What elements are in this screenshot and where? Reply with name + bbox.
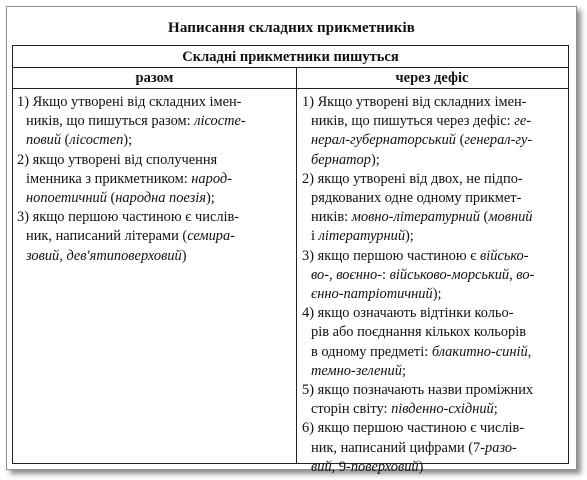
rules-table bbox=[12, 45, 569, 475]
rule-text: і bbox=[311, 228, 319, 245]
rule-text: ( bbox=[61, 132, 70, 149]
rule-line bbox=[302, 112, 564, 131]
example-text: мовно-літературний bbox=[351, 209, 480, 226]
example-text: темно-зелений bbox=[311, 362, 402, 379]
example-text: літературний bbox=[318, 228, 406, 245]
rule-text: сторін світу: bbox=[311, 401, 392, 418]
rule-text: , bbox=[527, 343, 532, 360]
example-text: мовний bbox=[488, 209, 533, 226]
example-text: дев'ятиповерховий bbox=[66, 247, 182, 264]
rule-text: ( bbox=[106, 190, 116, 207]
rule-text: рів або поєднання кількох кольорів bbox=[311, 324, 527, 341]
rule-text: ник, написаний літерами ( bbox=[26, 228, 188, 245]
example-text: військо- bbox=[480, 247, 529, 264]
rule-line bbox=[17, 131, 292, 150]
rule-text: 4) якщо означають відтінки кольо- bbox=[302, 305, 514, 322]
rule-line bbox=[302, 151, 564, 170]
rule-text: 5) якщо позначають назви проміжних bbox=[302, 382, 534, 399]
example-text: генерал-гу- bbox=[464, 132, 533, 149]
example-text: во- bbox=[311, 266, 330, 283]
page-title: Написання складних прикметників bbox=[168, 20, 415, 36]
rule-line bbox=[302, 304, 564, 323]
rule-line bbox=[17, 151, 292, 170]
example-text: військово-морський bbox=[389, 266, 510, 283]
rule-text: ; bbox=[493, 401, 498, 418]
example-text: єнно-патріотичний bbox=[311, 286, 433, 303]
rule-text: ); bbox=[432, 286, 442, 303]
rule-line bbox=[17, 227, 292, 246]
rule-line bbox=[302, 458, 564, 477]
hyphen-rule-2 bbox=[302, 170, 564, 247]
page-frame bbox=[6, 6, 577, 475]
hyphen-rule-6 bbox=[302, 419, 564, 477]
rule-line bbox=[17, 112, 292, 131]
rule-text: в одному предметі: bbox=[311, 343, 432, 360]
rule-line bbox=[17, 247, 292, 266]
rule-text: іменника з прикметником: bbox=[26, 170, 192, 187]
example-text: нопоетичний bbox=[26, 190, 107, 207]
rule-line bbox=[302, 227, 564, 246]
rule-text: ); bbox=[205, 190, 215, 207]
rule-text: , 9- bbox=[331, 458, 351, 475]
rule-text: ); bbox=[370, 151, 380, 168]
rules-together-list bbox=[17, 93, 292, 266]
example-text: поверховий bbox=[350, 458, 419, 475]
rule-text: ник, написаний цифрами (7- bbox=[311, 439, 486, 456]
example-text: разо- bbox=[485, 439, 517, 456]
rule-text: 2) якщо утворені від двох, не підпо- bbox=[302, 170, 523, 187]
rule-text: 3) якщо першою частиною є числів- bbox=[17, 209, 240, 226]
rule-line bbox=[302, 323, 564, 342]
rule-text: ників: bbox=[311, 209, 352, 226]
hyphen-rule-3 bbox=[302, 247, 564, 305]
rule-text: рядкованих одне одному прикмет- bbox=[311, 190, 522, 207]
hyphen-rule-1 bbox=[302, 93, 564, 170]
column-headers bbox=[13, 68, 568, 89]
rule-line bbox=[302, 208, 564, 227]
example-text: народ- bbox=[191, 170, 232, 187]
together-rule-2 bbox=[17, 151, 292, 209]
example-text: нерал-губернаторський bbox=[311, 132, 456, 149]
rule-text: 6) якщо першою частиною є числів- bbox=[302, 420, 525, 437]
column-header-together: разом bbox=[135, 70, 174, 86]
rule-text: , bbox=[59, 247, 67, 264]
together-rule-3 bbox=[17, 208, 292, 266]
rule-text: 1) Якщо утворені від складних імен- bbox=[302, 94, 527, 110]
rule-text: 3) якщо першою частиною є bbox=[302, 247, 480, 264]
example-text: південно-східний bbox=[391, 401, 494, 418]
rule-line bbox=[302, 439, 564, 458]
example-text: лісостеп bbox=[69, 132, 124, 149]
example-text: ге- bbox=[514, 113, 532, 130]
rule-text: ) bbox=[418, 458, 424, 475]
example-text: народна поезія bbox=[115, 190, 206, 207]
rule-text: , bbox=[329, 266, 337, 283]
rule-line bbox=[302, 381, 564, 400]
example-text: бернатор bbox=[311, 151, 371, 168]
column-divider bbox=[296, 68, 297, 463]
rule-line bbox=[302, 266, 564, 285]
hyphen-rule-4 bbox=[302, 304, 564, 381]
example-text: вий bbox=[311, 458, 332, 475]
rule-text: ; bbox=[401, 362, 406, 379]
rule-text: ( bbox=[455, 132, 465, 149]
rule-line bbox=[302, 189, 564, 208]
rule-line bbox=[17, 93, 292, 112]
example-text: лісосте- bbox=[194, 113, 246, 130]
example-text: воєнно- bbox=[336, 266, 383, 283]
rule-line bbox=[17, 208, 292, 227]
rule-line bbox=[302, 285, 564, 304]
rule-text: ників, що пишуться разом: bbox=[26, 113, 195, 130]
example-text: блакитно-синій bbox=[431, 343, 528, 360]
rule-text: ( bbox=[479, 209, 489, 226]
rule-text: ); bbox=[123, 132, 133, 149]
rule-text: 2) якщо утворені від сполучення bbox=[17, 151, 218, 168]
rule-line bbox=[17, 189, 292, 208]
rule-text: : bbox=[382, 266, 390, 283]
example-text: семира- bbox=[187, 228, 235, 245]
rule-text: ників, що пишуться через дефіс: bbox=[311, 113, 515, 130]
rule-text: , bbox=[509, 266, 517, 283]
table-header: Складні прикметники пишуться bbox=[13, 46, 568, 68]
example-text: во- bbox=[516, 266, 535, 283]
rules-hyphen-list bbox=[302, 93, 564, 477]
rule-line bbox=[302, 400, 564, 419]
hyphen-rule-5 bbox=[302, 381, 564, 419]
rule-line bbox=[302, 131, 564, 150]
example-text: повий bbox=[26, 132, 62, 149]
example-text: зовий bbox=[26, 247, 60, 264]
rule-line bbox=[17, 170, 292, 189]
rule-line bbox=[302, 170, 564, 189]
rule-text: 1) Якщо утворені від складних імен- bbox=[17, 94, 242, 110]
rule-line bbox=[302, 362, 564, 381]
rule-line bbox=[302, 419, 564, 438]
together-rule-1 bbox=[17, 93, 292, 151]
rule-line bbox=[302, 343, 564, 362]
rule-text: ) bbox=[181, 247, 187, 264]
rule-line bbox=[302, 93, 564, 112]
column-header-hyphen: через дефіс bbox=[395, 70, 469, 86]
rule-line bbox=[302, 247, 564, 266]
rule-text: ); bbox=[405, 228, 414, 245]
